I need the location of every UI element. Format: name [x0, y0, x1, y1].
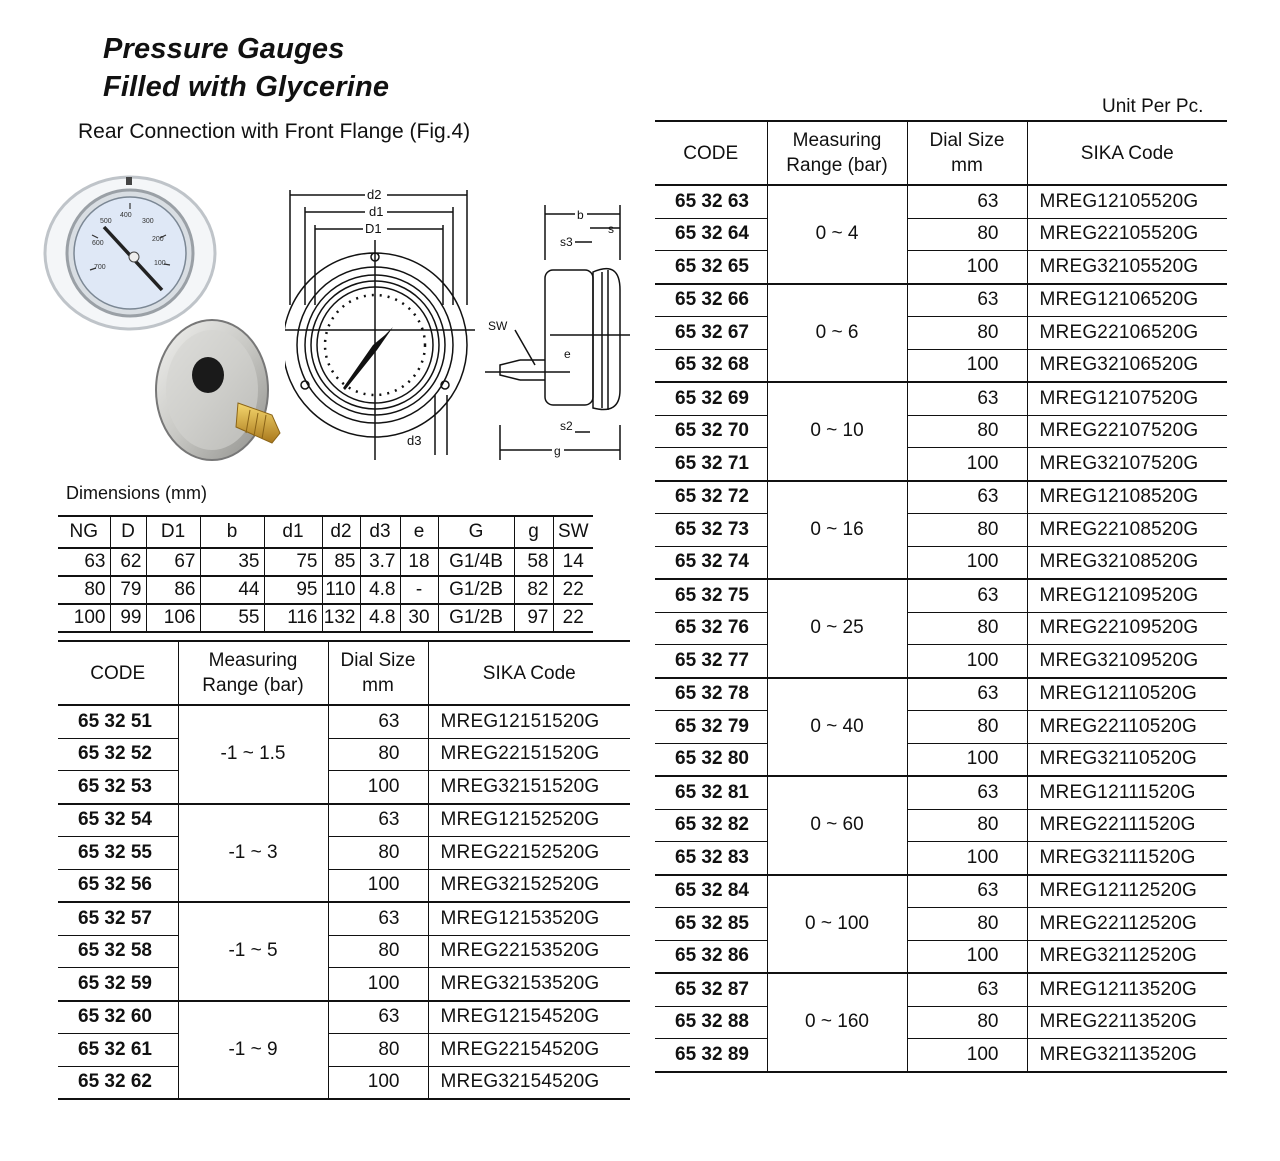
table-row	[655, 809, 1227, 842]
code-cell: 65 32 51	[58, 705, 178, 738]
code-cell: 65 32 78	[655, 678, 767, 711]
sika-code-cell: MREG22108520G	[1027, 514, 1227, 547]
col-header-range-text: Measuring	[792, 130, 882, 151]
code-cell: 65 32 74	[655, 546, 767, 579]
dial-size-cell: 63	[907, 185, 1027, 218]
dim-header-d2: d2	[322, 516, 360, 548]
dim-cell: 95	[264, 576, 322, 604]
unit-note: Unit Per Pc.	[1102, 96, 1204, 117]
sika-code-cell: MREG12111520G	[1027, 776, 1227, 809]
dial-size-cell: 63	[907, 481, 1027, 514]
dim-cell: 14	[553, 548, 593, 576]
table-row	[655, 842, 1227, 875]
code-cell: 65 32 56	[58, 869, 178, 902]
sika-code-cell: MREG32105520G	[1027, 251, 1227, 284]
dim-cell: 85	[322, 548, 360, 576]
sika-code-cell: MREG32153520G	[428, 968, 630, 1001]
col-header-sika	[1027, 121, 1227, 185]
svg-text:700: 700	[94, 264, 106, 271]
col-header-dial-text: mm	[362, 675, 394, 696]
sika-code-cell: MREG12105520G	[1027, 185, 1227, 218]
code-cell: 65 32 63	[655, 185, 767, 218]
table-row	[655, 743, 1227, 776]
dial-size-cell: 80	[328, 837, 428, 870]
range-cell: -1 ~ 1.5	[178, 705, 328, 804]
svg-text:g: g	[554, 444, 561, 458]
col-header-sika	[428, 641, 630, 705]
dim-cell: 132	[322, 604, 360, 632]
range-cell: -1 ~ 9	[178, 1001, 328, 1100]
code-cell: 65 32 68	[655, 349, 767, 382]
table-row	[58, 968, 630, 1001]
code-cell: 65 32 88	[655, 1006, 767, 1039]
code-cell: 65 32 66	[655, 284, 767, 317]
dim-cell: 97	[514, 604, 553, 632]
sika-code-cell: MREG32106520G	[1027, 349, 1227, 382]
sika-code-cell: MREG22110520G	[1027, 711, 1227, 744]
table-row	[655, 776, 1227, 809]
col-header-range-text: Measuring	[208, 650, 298, 671]
sika-code-cell: MREG12153520G	[428, 902, 630, 935]
dimensions-row	[58, 576, 593, 604]
table-row	[655, 284, 1227, 317]
code-table-header-row	[58, 641, 630, 705]
code-cell: 65 32 75	[655, 579, 767, 612]
dial-size-cell: 80	[907, 317, 1027, 350]
col-header-code-text: CODE	[90, 662, 146, 684]
dim-cell: 44	[200, 576, 264, 604]
range-cell: 0 ~ 10	[767, 382, 907, 481]
gauge-back-photo	[150, 315, 295, 465]
code-cell: 65 32 79	[655, 711, 767, 744]
col-header-dial-text: mm	[951, 155, 983, 176]
dial-size-cell: 100	[328, 968, 428, 1001]
code-table-right	[655, 120, 1227, 1073]
table-row	[655, 579, 1227, 612]
dial-size-cell: 80	[328, 1034, 428, 1067]
dim-cell: 80	[58, 576, 110, 604]
sika-code-cell: MREG32113520G	[1027, 1039, 1227, 1072]
dial-size-cell: 63	[328, 804, 428, 837]
table-row	[58, 738, 630, 771]
dial-size-cell: 100	[907, 842, 1027, 875]
table-row	[58, 837, 630, 870]
sika-code-cell: MREG12154520G	[428, 1001, 630, 1034]
table-row	[655, 382, 1227, 415]
dial-size-cell: 63	[907, 284, 1027, 317]
dim-cell: G1/4B	[438, 548, 514, 576]
sika-code-cell: MREG12152520G	[428, 804, 630, 837]
col-header-code-text: CODE	[683, 142, 739, 164]
col-header-range-text: Range (bar)	[202, 675, 304, 696]
dim-header-d3: d3	[360, 516, 400, 548]
table-row	[58, 705, 630, 738]
table-row	[655, 1006, 1227, 1039]
range-cell: 0 ~ 100	[767, 875, 907, 974]
dial-size-cell: 100	[328, 869, 428, 902]
code-cell: 65 32 53	[58, 771, 178, 804]
table-row	[58, 935, 630, 968]
table-row	[655, 1039, 1227, 1072]
table-row	[655, 185, 1227, 218]
table-row	[655, 875, 1227, 908]
dim-cell: 3.7	[360, 548, 400, 576]
dim-cell: 63	[84, 551, 106, 572]
table-row	[655, 251, 1227, 284]
code-cell: 65 32 76	[655, 612, 767, 645]
code-cell: 65 32 84	[655, 875, 767, 908]
table-row	[655, 481, 1227, 514]
svg-text:600: 600	[92, 240, 104, 247]
table-row	[655, 908, 1227, 941]
page-subtitle: Rear Connection with Front Flange (Fig.4)	[78, 120, 471, 143]
code-cell: 65 32 89	[655, 1039, 767, 1072]
svg-text:SW: SW	[488, 319, 508, 333]
dim-cell: 99	[110, 604, 146, 632]
col-header-dial	[907, 121, 1027, 185]
dial-size-cell: 63	[907, 973, 1027, 1006]
sika-code-cell: MREG12112520G	[1027, 875, 1227, 908]
range-cell: 0 ~ 160	[767, 973, 907, 1072]
code-cell: 65 32 58	[58, 935, 178, 968]
table-row	[58, 1034, 630, 1067]
dimensions-table	[58, 515, 593, 633]
dial-size-cell: 100	[907, 743, 1027, 776]
range-cell: -1 ~ 3	[178, 804, 328, 903]
dim-header-ng: NG	[58, 516, 110, 548]
sika-code-cell: MREG22152520G	[428, 837, 630, 870]
table-row	[655, 940, 1227, 973]
code-cell: 65 32 77	[655, 645, 767, 678]
dim-cell: 100	[58, 604, 110, 632]
sika-code-cell: MREG32152520G	[428, 869, 630, 902]
range-cell: 0 ~ 60	[767, 776, 907, 875]
sika-code-cell: MREG12108520G	[1027, 481, 1227, 514]
col-header-range	[178, 641, 328, 705]
code-cell: 65 32 73	[655, 514, 767, 547]
dim-header-d1: d1	[264, 516, 322, 548]
sika-code-cell: MREG12113520G	[1027, 973, 1227, 1006]
dimensions-header-row	[58, 516, 593, 548]
dim-cell: 110	[322, 576, 360, 604]
code-cell: 65 32 72	[655, 481, 767, 514]
dim-cell: 4.8	[360, 604, 400, 632]
svg-text:s2: s2	[560, 419, 573, 433]
dim-cell: 18	[400, 548, 438, 576]
sika-code-cell: MREG32109520G	[1027, 645, 1227, 678]
table-row	[58, 804, 630, 837]
dial-size-cell: 100	[907, 546, 1027, 579]
sika-code-cell: MREG22106520G	[1027, 317, 1227, 350]
dim-cell: 75	[264, 548, 322, 576]
range-cell: 0 ~ 6	[767, 284, 907, 383]
col-header-sika-text: SIKA Code	[1080, 142, 1174, 164]
dial-size-cell: 100	[907, 1039, 1027, 1072]
sika-code-cell: MREG22153520G	[428, 935, 630, 968]
dim-header-sw: SW	[553, 516, 593, 548]
svg-text:200: 200	[152, 236, 164, 243]
dial-size-cell: 100	[907, 251, 1027, 284]
dim-cell: -	[400, 576, 438, 604]
code-cell: 65 32 52	[58, 738, 178, 771]
dial-size-cell: 63	[907, 776, 1027, 809]
col-header-range-text: Range (bar)	[786, 155, 888, 176]
svg-text:d3: d3	[407, 433, 422, 448]
col-header-code	[655, 121, 767, 185]
col-header-sika-text: SIKA Code	[482, 662, 576, 684]
sika-code-cell: MREG12109520G	[1027, 579, 1227, 612]
sika-code-cell: MREG32107520G	[1027, 448, 1227, 481]
col-header-range	[767, 121, 907, 185]
dial-size-cell: 63	[907, 875, 1027, 908]
dial-size-cell: 80	[907, 218, 1027, 251]
table-row	[655, 415, 1227, 448]
dial-size-cell: 80	[328, 738, 428, 771]
dial-size-cell: 80	[328, 935, 428, 968]
dim-header-e: e	[400, 516, 438, 548]
code-cell: 65 32 64	[655, 218, 767, 251]
code-table-header-row	[655, 121, 1227, 185]
dial-size-cell: 100	[907, 349, 1027, 382]
table-row	[58, 1001, 630, 1034]
dim-cell: 22	[553, 604, 593, 632]
sika-code-cell: MREG22111520G	[1027, 809, 1227, 842]
code-cell: 65 32 83	[655, 842, 767, 875]
sika-code-cell: MREG12110520G	[1027, 678, 1227, 711]
dim-header-g: g	[514, 516, 553, 548]
table-row	[655, 349, 1227, 382]
dial-size-cell: 100	[907, 448, 1027, 481]
svg-text:s3: s3	[560, 235, 573, 249]
dial-size-cell: 80	[907, 711, 1027, 744]
svg-text:500: 500	[100, 218, 112, 225]
sika-code-cell: MREG32112520G	[1027, 940, 1227, 973]
dim-header-b: b	[200, 516, 264, 548]
sika-code-cell: MREG12151520G	[428, 705, 630, 738]
table-row	[655, 711, 1227, 744]
table-row	[58, 1066, 630, 1099]
sika-code-cell: MREG22113520G	[1027, 1006, 1227, 1039]
code-cell: 65 32 57	[58, 902, 178, 935]
dial-size-cell: 100	[907, 940, 1027, 973]
dimensions-row	[58, 604, 593, 632]
range-cell: 0 ~ 4	[767, 185, 907, 284]
sika-code-cell: MREG22154520G	[428, 1034, 630, 1067]
dial-size-cell: 63	[907, 579, 1027, 612]
range-cell: 0 ~ 16	[767, 481, 907, 580]
dim-cell: 79	[110, 576, 146, 604]
svg-text:e: e	[564, 347, 571, 361]
code-cell: 65 32 61	[58, 1034, 178, 1067]
table-row	[655, 645, 1227, 678]
dimensions-label: Dimensions (mm)	[66, 483, 208, 503]
range-cell: 0 ~ 25	[767, 579, 907, 678]
dim-cell: 58	[514, 548, 553, 576]
sika-code-cell: MREG32110520G	[1027, 743, 1227, 776]
dim-cell: 4.8	[360, 576, 400, 604]
code-cell: 65 32 80	[655, 743, 767, 776]
dim-cell: G1/2B	[438, 576, 514, 604]
dial-size-cell: 100	[907, 645, 1027, 678]
dim-header-d1: D1	[146, 516, 200, 548]
col-header-dial-text: Dial Size	[340, 650, 416, 671]
code-cell: 65 32 87	[655, 973, 767, 1006]
col-header-code	[58, 641, 178, 705]
dim-cell: 106	[146, 604, 200, 632]
code-cell: 65 32 69	[655, 382, 767, 415]
table-row	[58, 902, 630, 935]
dial-size-cell: 80	[907, 415, 1027, 448]
svg-text:100: 100	[154, 260, 166, 267]
code-cell: 65 32 71	[655, 448, 767, 481]
code-cell: 65 32 54	[58, 804, 178, 837]
dim-cell: G1/2B	[438, 604, 514, 632]
sika-code-cell: MREG22107520G	[1027, 415, 1227, 448]
dial-size-cell: 63	[328, 1001, 428, 1034]
table-row	[655, 678, 1227, 711]
dial-size-cell: 63	[907, 678, 1027, 711]
sika-code-cell: MREG22105520G	[1027, 218, 1227, 251]
code-cell: 65 32 86	[655, 940, 767, 973]
code-cell: 65 32 55	[58, 837, 178, 870]
col-header-dial	[328, 641, 428, 705]
code-cell: 65 32 67	[655, 317, 767, 350]
svg-text:d2: d2	[367, 187, 382, 202]
table-row	[655, 448, 1227, 481]
gauge-front-photo	[42, 175, 217, 335]
code-cell: 65 32 60	[58, 1001, 178, 1034]
page-title-line1: Pressure Gauges	[103, 33, 345, 65]
dial-size-cell: 80	[907, 1006, 1027, 1039]
code-cell: 65 32 82	[655, 809, 767, 842]
sika-code-cell: MREG12106520G	[1027, 284, 1227, 317]
dim-cell: 35	[200, 548, 264, 576]
range-cell: 0 ~ 40	[767, 678, 907, 777]
sika-code-cell: MREG22151520G	[428, 738, 630, 771]
code-cell: 65 32 65	[655, 251, 767, 284]
table-row	[655, 612, 1227, 645]
dim-cell: 86	[146, 576, 200, 604]
code-cell: 65 32 85	[655, 908, 767, 941]
sika-code-cell: MREG32154520G	[428, 1066, 630, 1099]
dim-cell: 22	[553, 576, 593, 604]
sika-code-cell: MREG12107520G	[1027, 382, 1227, 415]
dial-size-cell: 63	[907, 382, 1027, 415]
dial-size-cell: 80	[907, 612, 1027, 645]
svg-text:400: 400	[120, 212, 132, 219]
dial-size-cell: 80	[907, 514, 1027, 547]
range-cell: -1 ~ 5	[178, 902, 328, 1001]
dim-cell: 82	[514, 576, 553, 604]
table-row	[58, 771, 630, 804]
dim-cell: 55	[200, 604, 264, 632]
sika-code-cell: MREG32111520G	[1027, 842, 1227, 875]
dim-cell: 67	[146, 548, 200, 576]
col-header-dial-text: Dial Size	[929, 130, 1005, 151]
dim-cell: 116	[264, 604, 322, 632]
table-row	[655, 546, 1227, 579]
sika-code-cell: MREG32108520G	[1027, 546, 1227, 579]
dim-cell: 62	[110, 548, 146, 576]
side-view-drawing	[480, 200, 630, 460]
dial-size-cell: 80	[907, 809, 1027, 842]
svg-text:d1: d1	[369, 204, 384, 219]
dial-size-cell: 100	[328, 771, 428, 804]
table-row	[655, 218, 1227, 251]
svg-text:b: b	[577, 208, 584, 222]
table-row	[655, 973, 1227, 1006]
code-cell: 65 32 59	[58, 968, 178, 1001]
svg-text:s: s	[608, 222, 614, 236]
dimensions-row	[58, 548, 593, 576]
table-row	[655, 514, 1227, 547]
code-cell: 65 32 70	[655, 415, 767, 448]
svg-text:D1: D1	[365, 221, 382, 236]
dial-size-cell: 63	[328, 902, 428, 935]
dim-header-g: G	[438, 516, 514, 548]
dim-header-d: D	[110, 516, 146, 548]
dial-size-cell: 63	[328, 705, 428, 738]
svg-text:300: 300	[142, 218, 154, 225]
code-table-left	[58, 640, 630, 1100]
dial-size-cell: 80	[907, 908, 1027, 941]
sika-code-cell: MREG32151520G	[428, 771, 630, 804]
table-row	[58, 869, 630, 902]
front-view-drawing	[285, 185, 475, 460]
code-cell: 65 32 81	[655, 776, 767, 809]
sika-code-cell: MREG22109520G	[1027, 612, 1227, 645]
dim-cell: 30	[400, 604, 438, 632]
page-title-line2: Filled with Glycerine	[103, 71, 390, 103]
sika-code-cell: MREG22112520G	[1027, 908, 1227, 941]
code-cell: 65 32 62	[58, 1066, 178, 1099]
dial-size-cell: 100	[328, 1066, 428, 1099]
table-row	[655, 317, 1227, 350]
